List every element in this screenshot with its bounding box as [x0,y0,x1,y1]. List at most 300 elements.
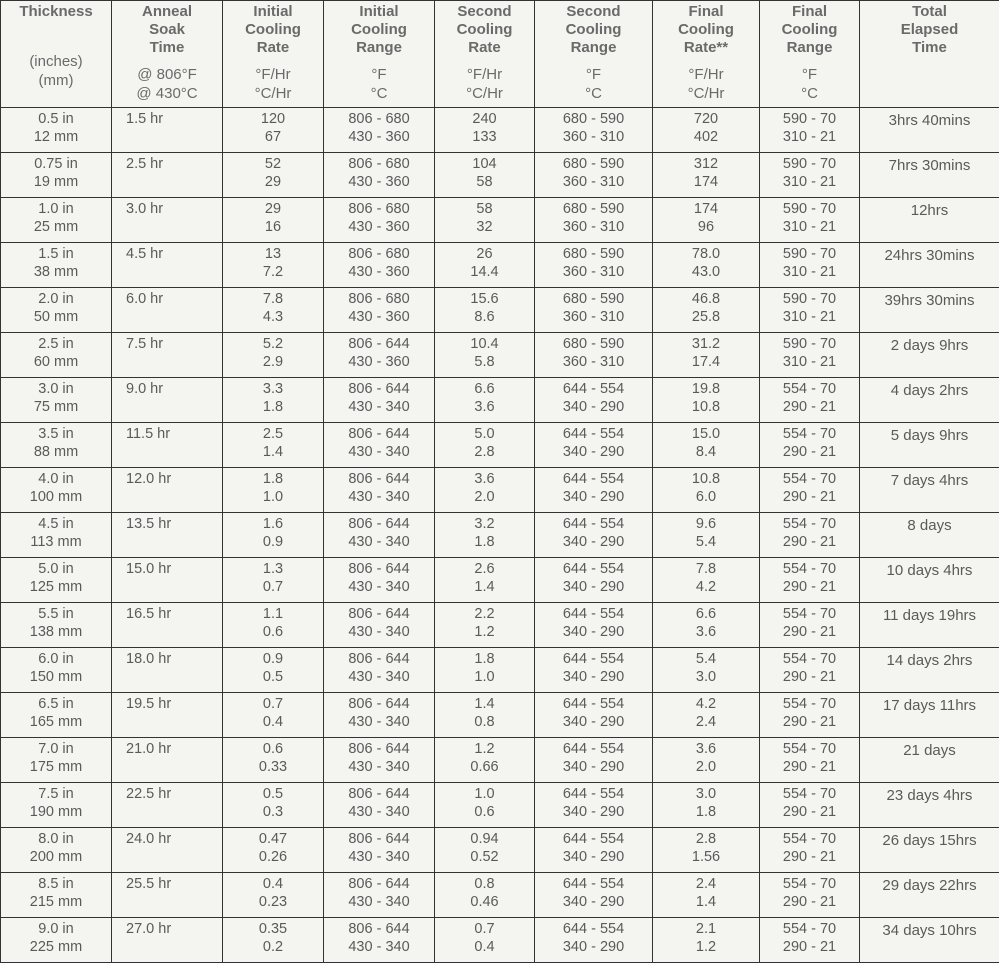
cell-value: 175 mm [1,758,111,776]
cell-value: 554 - 70 [760,470,859,488]
total-time-cell [860,108,999,153]
table-row [1,783,999,828]
table-row [1,648,999,693]
soak-time-cell [112,153,223,198]
cell-value: 340 - 290 [535,578,652,596]
cell-value: 720 [653,110,759,128]
cell-value: 7.5 hr [126,335,222,353]
initial-rate-cell [223,828,324,873]
cell-value: 6.6 [653,605,759,623]
cell-value: 215 mm [1,893,111,911]
header-sec-rate [435,1,535,108]
cell-value: 0.6 [223,740,323,758]
thickness-cell [1,333,112,378]
cell-value: 18.0 hr [126,650,222,668]
table-row [1,918,999,963]
header-title-line: Total [860,3,999,21]
cell-value: 1.8 [435,533,534,551]
cell-value: 43.0 [653,263,759,281]
cell-value: 680 - 590 [535,290,652,308]
cell-value: 5.2 [223,335,323,353]
header-sec-range [535,1,653,108]
cell-value: 806 - 680 [324,155,434,173]
final-range-cell [760,333,860,378]
second-rate-cell [435,738,535,783]
header-title-line: Time [112,39,222,57]
cell-value: 590 - 70 [760,155,859,173]
cell-value: 67 [223,128,323,146]
table-body [1,108,999,963]
cell-value: 25.5 hr [126,875,222,893]
thickness-cell [1,513,112,558]
second-rate-cell [435,603,535,648]
header-thickness [1,1,112,108]
second-range-cell [535,468,653,513]
cell-value: 7.8 [653,560,759,578]
cell-value: 150 mm [1,668,111,686]
initial-range-cell [324,783,435,828]
cell-value: 3.0 [653,785,759,803]
cell-value: 360 - 310 [535,173,652,191]
cell-value: 2.5 hr [126,155,222,173]
cell-value: 11 days 19hrs [860,607,999,625]
cell-value: 554 - 70 [760,560,859,578]
table-row [1,693,999,738]
initial-range-cell [324,288,435,333]
table-row [1,603,999,648]
final-range-cell [760,423,860,468]
cell-value: 7.5 in [1,785,111,803]
cell-value: 25.8 [653,308,759,326]
cell-value: 14 days 2hrs [860,652,999,670]
cell-value: 5.8 [435,353,534,371]
cell-value: 13 [223,245,323,263]
cell-value: 644 - 554 [535,380,652,398]
initial-range-cell [324,378,435,423]
cell-value: 340 - 290 [535,443,652,461]
cell-value: 1.56 [653,848,759,866]
cell-value: 10.8 [653,398,759,416]
header-unit: @ 430°C [112,84,222,103]
cell-value: 0.33 [223,758,323,776]
header-title-line: Final [760,3,859,21]
header-init-rate [223,1,324,108]
cell-value: 0.9 [223,650,323,668]
cell-value: 340 - 290 [535,893,652,911]
cell-value: 806 - 644 [324,830,434,848]
header-title-line: Anneal [112,3,222,21]
cell-value: 0.6 [435,803,534,821]
final-rate-cell [653,423,760,468]
second-rate-cell [435,378,535,423]
cell-value: 554 - 70 [760,920,859,938]
cell-value: 290 - 21 [760,893,859,911]
header-title-line: Initial [324,3,434,21]
cell-value: 2.9 [223,353,323,371]
cell-value: 12 mm [1,128,111,146]
cell-value: 430 - 340 [324,758,434,776]
cell-value: 290 - 21 [760,803,859,821]
cell-value: 340 - 290 [535,803,652,821]
cell-value: 3.0 in [1,380,111,398]
soak-time-cell [112,783,223,828]
cell-value: 26 [435,245,534,263]
initial-rate-cell [223,648,324,693]
header-title [435,3,534,57]
final-rate-cell [653,153,760,198]
header-unit: °F/Hr [435,65,534,84]
header-title [653,3,759,57]
initial-range-cell [324,513,435,558]
cell-value: 0.75 in [1,155,111,173]
cell-value: 554 - 70 [760,785,859,803]
cell-value: 806 - 644 [324,650,434,668]
cell-value: 644 - 554 [535,695,652,713]
cell-value: 554 - 70 [760,695,859,713]
cell-value: 0.35 [223,920,323,938]
header-unit: °C [324,84,434,103]
header-row [1,1,999,108]
cell-value: 2.8 [435,443,534,461]
thickness-cell [1,918,112,963]
second-rate-cell [435,198,535,243]
cell-value: 806 - 644 [324,515,434,533]
header-units [324,65,434,103]
soak-time-cell [112,423,223,468]
cell-value: 340 - 290 [535,848,652,866]
initial-rate-cell [223,378,324,423]
second-range-cell [535,603,653,648]
header-unit: °F [535,65,652,84]
thickness-cell [1,288,112,333]
cell-value: 0.52 [435,848,534,866]
second-range-cell [535,918,653,963]
cell-value: 0.23 [223,893,323,911]
header-title-line: Cooling [535,21,652,39]
cell-value: 7.2 [223,263,323,281]
cell-value: 310 - 21 [760,173,859,191]
cell-value: 554 - 70 [760,380,859,398]
header-unit: °C [760,84,859,103]
total-time-cell [860,873,999,918]
second-range-cell [535,558,653,603]
total-time-cell [860,558,999,603]
cell-value: 11.5 hr [126,425,222,443]
header-soak [112,1,223,108]
cell-value: 19.5 hr [126,695,222,713]
thickness-cell [1,873,112,918]
cell-value: 3.0 hr [126,200,222,218]
cell-value: 340 - 290 [535,533,652,551]
cell-value: 10 days 4hrs [860,562,999,580]
soak-time-cell [112,198,223,243]
cell-value: 138 mm [1,623,111,641]
cell-value: 430 - 340 [324,398,434,416]
initial-rate-cell [223,693,324,738]
header-title-line: Rate [223,39,323,57]
cell-value: 1.8 [435,650,534,668]
cell-value: 590 - 70 [760,335,859,353]
header-title [1,3,111,21]
cell-value: 644 - 554 [535,515,652,533]
cell-value: 290 - 21 [760,533,859,551]
header-units [112,65,222,103]
cell-value: 644 - 554 [535,470,652,488]
header-title-line: Cooling [435,21,534,39]
final-rate-cell [653,738,760,783]
initial-range-cell [324,648,435,693]
cell-value: 310 - 21 [760,308,859,326]
table-row [1,333,999,378]
initial-rate-cell [223,288,324,333]
soak-time-cell [112,243,223,288]
header-title [860,3,999,57]
cell-value: 806 - 644 [324,560,434,578]
header-title [223,3,323,57]
cell-value: 680 - 590 [535,335,652,353]
header-title-line: Range [324,39,434,57]
second-rate-cell [435,243,535,288]
header-unit: °C [535,84,652,103]
cell-value: 8 days [860,517,999,535]
header-title [760,3,859,57]
table-row [1,108,999,153]
initial-range-cell [324,918,435,963]
header-title-line: Initial [223,3,323,21]
header-title-line: Second [435,3,534,21]
cell-value: 1.2 [435,740,534,758]
cell-value: 39hrs 30mins [860,292,999,310]
header-title-line: Time [860,39,999,57]
header-init-range [324,1,435,108]
initial-range-cell [324,873,435,918]
total-time-cell [860,468,999,513]
cell-value: 27.0 hr [126,920,222,938]
cell-value: 340 - 290 [535,758,652,776]
cell-value: 0.2 [223,938,323,956]
cell-value: 340 - 290 [535,938,652,956]
cell-value: 133 [435,128,534,146]
header-title-line: Range [535,39,652,57]
cell-value: 1.4 [653,893,759,911]
second-rate-cell [435,423,535,468]
final-range-cell [760,288,860,333]
header-total [860,1,999,108]
thickness-cell [1,378,112,423]
cell-value: 360 - 310 [535,263,652,281]
cell-value: 2.4 [653,875,759,893]
cell-value: 21.0 hr [126,740,222,758]
second-rate-cell [435,468,535,513]
header-title [535,3,652,57]
cell-value: 290 - 21 [760,848,859,866]
cell-value: 340 - 290 [535,488,652,506]
cell-value: 75 mm [1,398,111,416]
cell-value: 38 mm [1,263,111,281]
cell-value: 3.6 [435,470,534,488]
cell-value: 0.8 [435,875,534,893]
cell-value: 7.0 in [1,740,111,758]
cell-value: 290 - 21 [760,623,859,641]
total-time-cell [860,918,999,963]
cell-value: 24.0 hr [126,830,222,848]
cell-value: 32 [435,218,534,236]
header-units [223,65,323,103]
cell-value: 1.0 [435,785,534,803]
cell-value: 174 [653,173,759,191]
cell-value: 430 - 340 [324,488,434,506]
final-rate-cell [653,603,760,648]
cell-value: 430 - 340 [324,848,434,866]
cell-value: 806 - 680 [324,110,434,128]
table-row [1,288,999,333]
final-range-cell [760,603,860,648]
final-rate-cell [653,378,760,423]
initial-range-cell [324,153,435,198]
cell-value: 2.5 in [1,335,111,353]
table-row [1,243,999,288]
cell-value: 3.2 [435,515,534,533]
final-range-cell [760,513,860,558]
cell-value: 104 [435,155,534,173]
initial-range-cell [324,198,435,243]
cell-value: 290 - 21 [760,938,859,956]
cell-value: 8.0 in [1,830,111,848]
cell-value: 21 days [860,742,999,760]
cell-value: 0.46 [435,893,534,911]
cell-value: 4.3 [223,308,323,326]
soak-time-cell [112,738,223,783]
cell-value: 430 - 340 [324,623,434,641]
soak-time-cell [112,468,223,513]
header-title-line: Range [760,39,859,57]
cell-value: 360 - 310 [535,308,652,326]
cell-value: 644 - 554 [535,560,652,578]
cell-value: 6.0 [653,488,759,506]
cell-value: 430 - 340 [324,533,434,551]
table-row [1,738,999,783]
cell-value: 6.6 [435,380,534,398]
cell-value: 88 mm [1,443,111,461]
cell-value: 360 - 310 [535,218,652,236]
header-units [435,65,534,103]
cell-value: 2.0 [435,488,534,506]
cell-value: 1.5 in [1,245,111,263]
final-rate-cell [653,873,760,918]
cell-value: 0.3 [223,803,323,821]
cell-value: 644 - 554 [535,650,652,668]
cell-value: 0.5 [223,785,323,803]
second-rate-cell [435,918,535,963]
total-time-cell [860,288,999,333]
soak-time-cell [112,603,223,648]
cell-value: 806 - 644 [324,740,434,758]
cell-value: 1.8 [223,398,323,416]
soak-time-cell [112,873,223,918]
cell-value: 2.4 [653,713,759,731]
cell-value: 340 - 290 [535,398,652,416]
thickness-cell [1,108,112,153]
cell-value: 1.5 hr [126,110,222,128]
cell-value: 225 mm [1,938,111,956]
final-rate-cell [653,918,760,963]
thickness-cell [1,558,112,603]
cell-value: 17 days 11hrs [860,697,999,715]
initial-range-cell [324,738,435,783]
second-rate-cell [435,513,535,558]
cell-value: 806 - 644 [324,335,434,353]
second-range-cell [535,378,653,423]
cell-value: 15.0 [653,425,759,443]
header-units [653,65,759,103]
second-range-cell [535,243,653,288]
cell-value: 590 - 70 [760,245,859,263]
cell-value: 3.6 [653,740,759,758]
cell-value: 680 - 590 [535,200,652,218]
cell-value: 113 mm [1,533,111,551]
cell-value: 290 - 21 [760,443,859,461]
table-row [1,153,999,198]
cell-value: 430 - 340 [324,803,434,821]
cell-value: 430 - 340 [324,668,434,686]
cell-value: 680 - 590 [535,245,652,263]
cell-value: 290 - 21 [760,488,859,506]
cell-value: 3.6 [653,623,759,641]
cell-value: 23 days 4hrs [860,787,999,805]
cell-value: 13.5 hr [126,515,222,533]
cell-value: 78.0 [653,245,759,263]
final-rate-cell [653,468,760,513]
cell-value: 165 mm [1,713,111,731]
header-unit: (mm) [1,71,111,90]
cell-value: 3.0 [653,668,759,686]
cell-value: 4 days 2hrs [860,382,999,400]
total-time-cell [860,513,999,558]
thickness-cell [1,783,112,828]
soak-time-cell [112,108,223,153]
table-row [1,513,999,558]
cell-value: 1.4 [435,578,534,596]
cell-value: 1.0 [435,668,534,686]
cell-value: 1.2 [435,623,534,641]
cell-value: 5.0 [435,425,534,443]
cell-value: 644 - 554 [535,740,652,758]
initial-range-cell [324,108,435,153]
header-units [535,65,652,103]
initial-rate-cell [223,918,324,963]
thickness-cell [1,693,112,738]
cell-value: 190 mm [1,803,111,821]
soak-time-cell [112,918,223,963]
cell-value: 430 - 340 [324,578,434,596]
soak-time-cell [112,513,223,558]
cell-value: 3.6 [435,398,534,416]
cell-value: 12hrs [860,202,999,220]
cell-value: 4.2 [653,695,759,713]
cell-value: 312 [653,155,759,173]
second-range-cell [535,333,653,378]
second-range-cell [535,693,653,738]
cell-value: 52 [223,155,323,173]
final-range-cell [760,693,860,738]
header-title-line: Rate** [653,39,759,57]
final-range-cell [760,378,860,423]
cell-value: 58 [435,173,534,191]
cell-value: 5.0 in [1,560,111,578]
initial-rate-cell [223,333,324,378]
table-row [1,558,999,603]
cell-value: 554 - 70 [760,605,859,623]
